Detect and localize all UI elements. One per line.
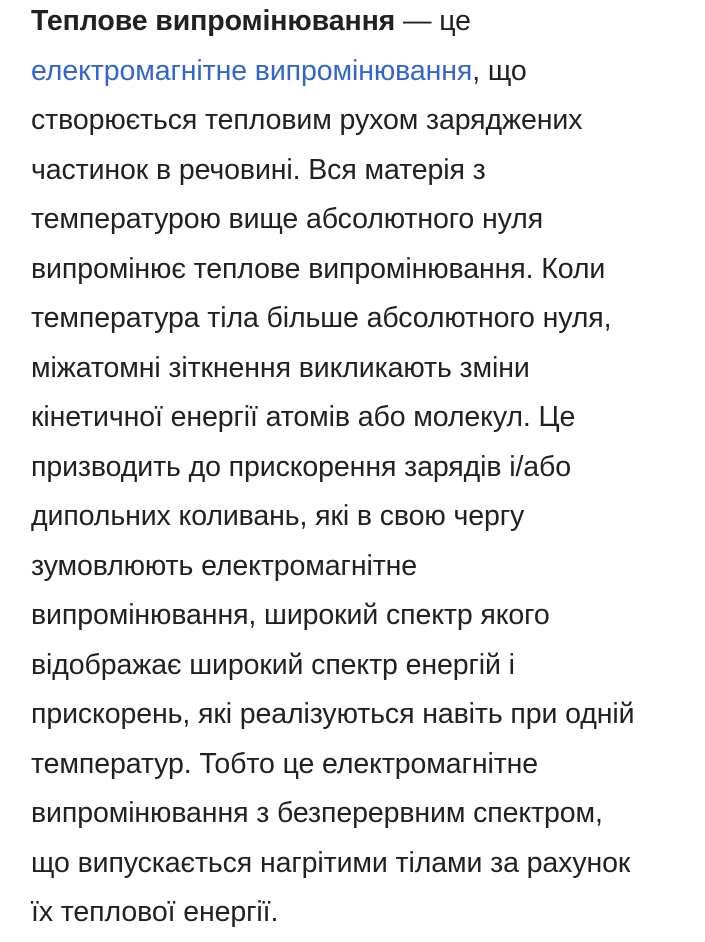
paragraph-line <box>31 47 527 97</box>
paragraph-line: температур. Тобто це електромагнітне <box>31 747 539 780</box>
paragraph-line: дипольних коливань, які в свою чергу <box>31 500 525 532</box>
paragraph-line: випромінює теплове випромінювання. Коли <box>31 252 606 285</box>
paragraph-line: температура тіла більше абсолютного нуля, <box>31 302 612 334</box>
paragraph-line: кінетичної енергії атомів або молекул. Це <box>31 401 576 433</box>
paragraph-line: частинок в речовині. Вся матерія з <box>31 153 486 186</box>
paragraph-line: випромінювання, широкий спектр якого <box>31 599 550 631</box>
paragraph-line: міжатомні зіткнення викликають зміни <box>31 351 530 384</box>
paragraph-line: створюється тепловим рухом заряджених <box>31 104 583 136</box>
article-term: Теплове випромінювання <box>31 5 396 37</box>
paragraph-line <box>31 0 471 47</box>
paragraph-line: що випускається нагрітими тілами за рахунок <box>31 846 631 879</box>
paragraph-line: їх теплової енергії. <box>31 896 279 928</box>
paragraph-line: призводить до прискорення зарядів і/або <box>31 450 571 483</box>
paragraph-line: прискорень, які реалізуються навіть при одній <box>31 698 635 730</box>
paragraph-line: зумовлюють електромагнітне <box>31 549 418 582</box>
paragraph-line: випромінювання з безперервним спектром, <box>31 797 603 829</box>
paragraph-line: температурою вище абсолютного нуля <box>31 203 544 235</box>
paragraph-line: відображає широкий спектр енергій і <box>31 648 515 681</box>
intro-continuation: , що <box>472 54 527 87</box>
electromagnetic-radiation-link[interactable]: електромагнітне випромінювання <box>31 54 473 87</box>
intro-text: — це <box>395 5 471 37</box>
